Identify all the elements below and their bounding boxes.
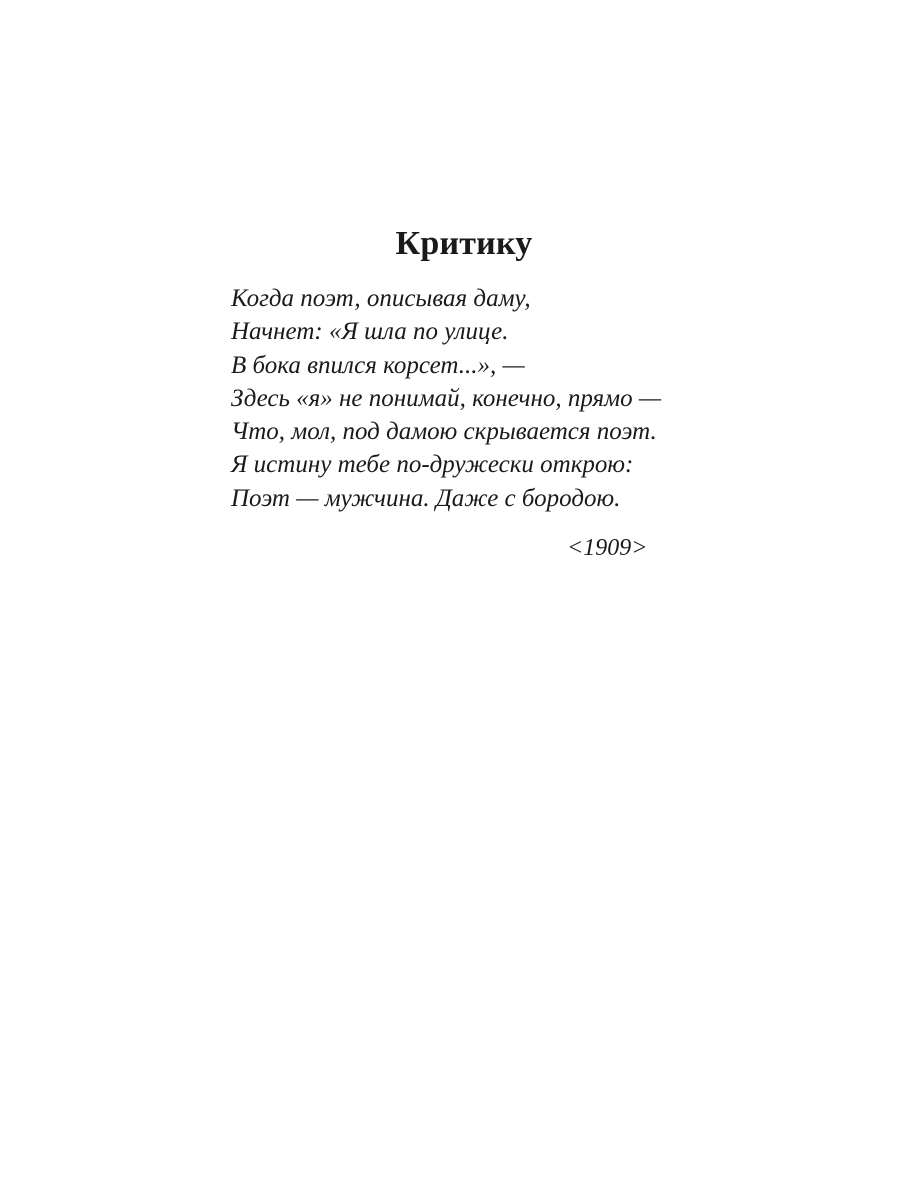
poem-stanza: [231, 282, 791, 515]
poem-date: <1909>: [567, 535, 648, 561]
poem-title: Критику: [395, 225, 533, 262]
poem-line: Когда поэт, описывая даму,: [231, 285, 531, 312]
poem-line: Что, мол, под дамою скрывается поэт.: [231, 418, 657, 446]
poem-line: Я истину тебе по-дружески открою:: [231, 451, 634, 479]
poem-line: Поэт — мужчина. Даже с бородою.: [231, 484, 621, 512]
poem-line: Начнет: «Я шла по улице.: [231, 318, 509, 346]
poem-line: Здесь «я» не понимай, конечно, прямо —: [231, 384, 662, 412]
poem-line: В бока впился корсет...», —: [231, 351, 525, 379]
